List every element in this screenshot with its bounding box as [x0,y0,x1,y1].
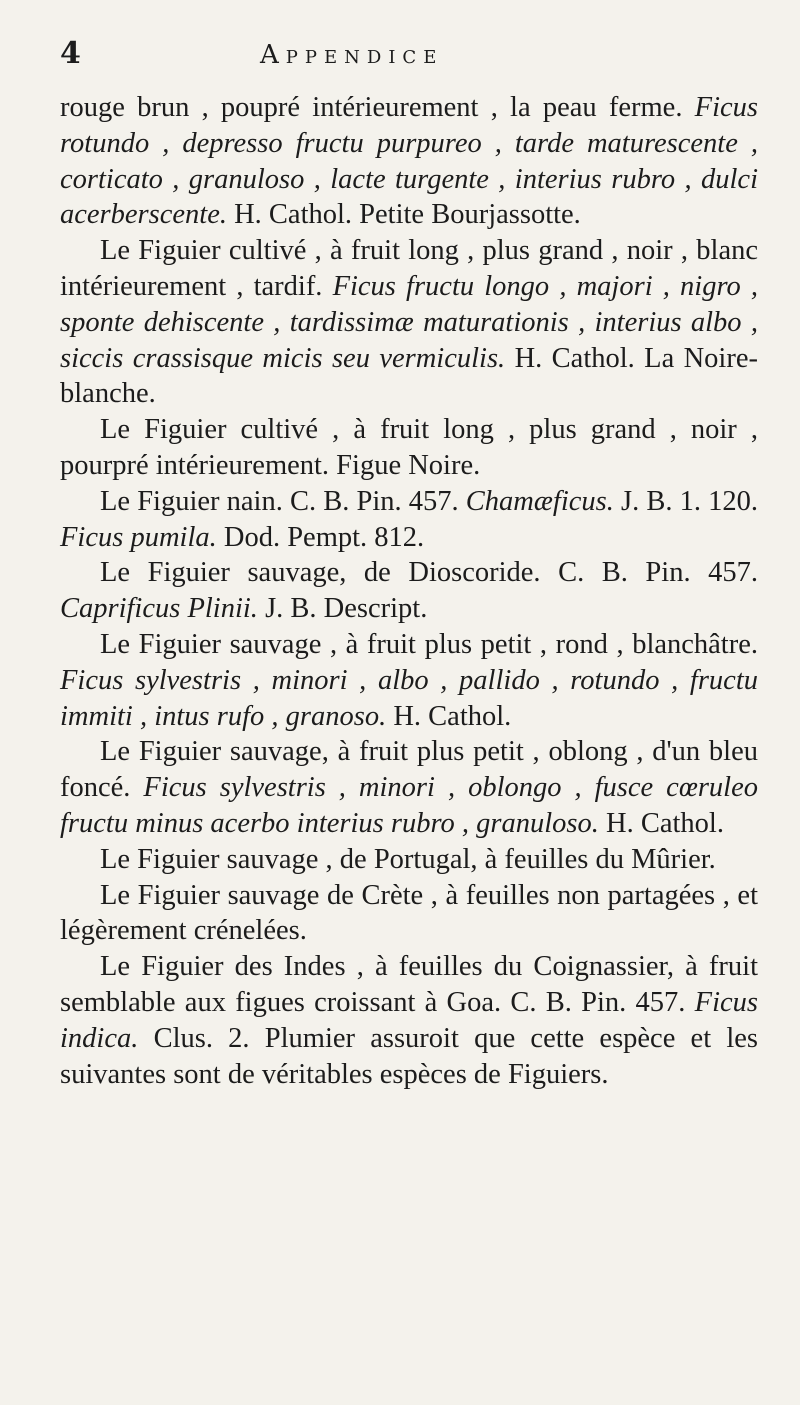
italic-latin-text: Ficus rotundo , depresso fructu purpureo , tarde maturescente , corticato , granuloso , lacte turgente , interius rubro , dulci acerberscente. [60,92,758,231]
italic-latin-text: Ficus sylvestris , minori , oblongo , fusce cœruleo fructu minus acerbo interius rubro , granuloso. [60,772,758,839]
italic-latin-text: Ficus indica. [60,986,758,1054]
paragraph [60,90,758,233]
roman-text: H. Cathol. [386,700,512,732]
paragraph [60,484,758,556]
roman-text: Le Figuier sauvage de Crète , à feuilles non partagées , et légèrement crénelées. [60,879,758,947]
paragraph [60,412,758,484]
roman-text: Dod. Pempt. 812. [216,521,425,553]
roman-text: H. Cathol. Petite Bourjassotte. [226,199,581,231]
paragraph [60,555,758,627]
roman-text: Le Figuier sauvage, à fruit plus petit , oblong , d'un bleu foncé. [60,736,758,804]
roman-text: J. B. 1. 120. [613,485,758,517]
italic-latin-text: Ficus sylvestris , minori , albo , pallido , rotundo , fructu immiti , intus rufo , granoso. [60,664,758,732]
paragraph [60,878,758,950]
roman-text: Le Figuier des Indes , à feuilles du Coignassier, à fruit semblable aux figues croissant à Goa. C. B. Pin. 457. [60,951,758,1018]
running-title: Appendice [260,40,444,70]
body-text [60,90,758,1092]
running-head [60,36,758,90]
roman-text: Le Figuier sauvage, de Dioscoride. C. B. Pin. 457. [100,557,758,589]
paragraph [60,842,758,878]
italic-latin-text: Caprificus Plinii. [60,593,258,625]
roman-text: rouge brun , poupré intérieurement , la peau ferme. [60,92,695,123]
page-number: 4 [60,36,81,71]
paragraph [60,734,758,841]
roman-text: H. Cathol. [598,807,724,839]
paragraph [60,233,758,412]
paragraph [60,949,758,1092]
roman-text: Le Figuier sauvage , à fruit plus petit , rond , blanchâtre. [100,628,758,660]
italic-latin-text: Ficus fructu longo , majori , nigro , sponte dehiscente , tardissimæ maturationis , interius albo , siccis crassisque micis seu vermiculis. [60,270,758,374]
roman-text: Le Figuier cultivé , à fruit long , plus grand , noir , blanc intérieurement , tardif. [60,235,758,302]
roman-text: H. Cathol. La Noire-blanche. [60,342,758,410]
italic-latin-text: Chamæficus. [465,485,614,517]
roman-text: Le Figuier cultivé , à fruit long , plus grand , noir , pourpré intérieurement. Figue Noire. [60,414,758,481]
roman-text: Clus. 2. Plumier assuroit que cette espèce et les suivantes sont de véritables espèces de Figuiers. [60,1022,758,1090]
italic-latin-text: Ficus pumila. [60,521,217,553]
paragraph [60,627,758,734]
roman-text: Le Figuier sauvage , de Portugal, à feuilles du Mûrier. [100,843,716,875]
roman-text: J. B. Descript. [257,593,428,625]
roman-text: Le Figuier nain. C. B. Pin. 457. [100,485,466,517]
